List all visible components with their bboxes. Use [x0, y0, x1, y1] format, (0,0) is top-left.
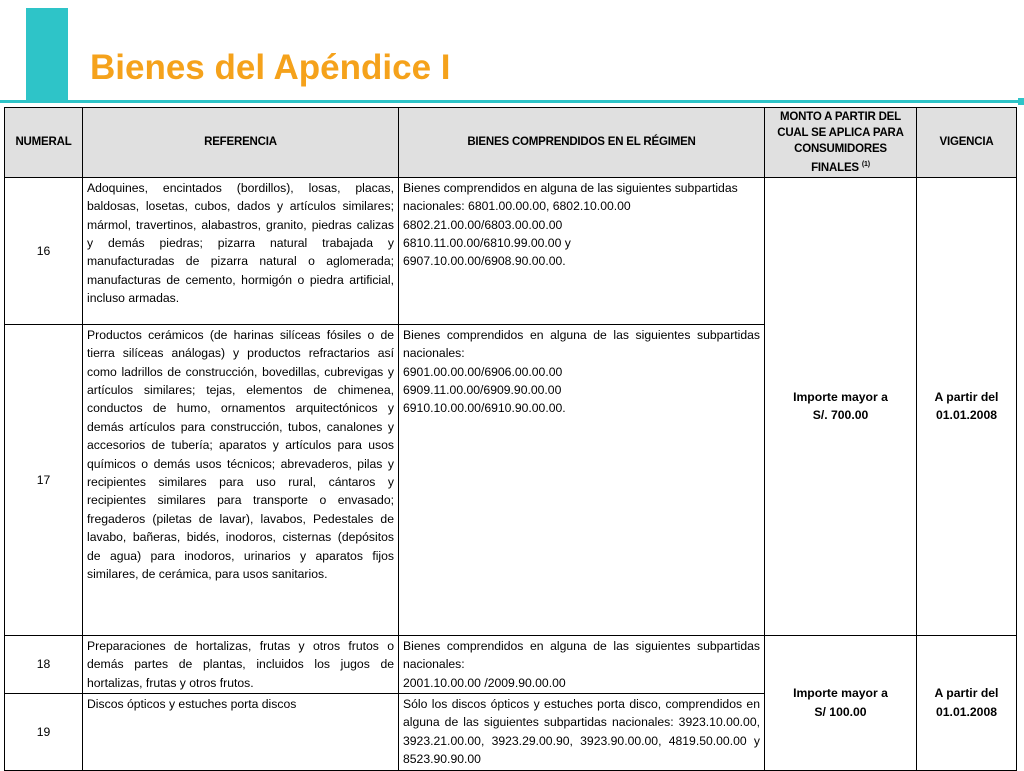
header-monto-text: MONTO A PARTIR DEL CUAL SE APLICA PARA CONSUMIDORES FINALES: [777, 111, 904, 174]
vigencia-line2: 01.01.2008: [936, 408, 997, 423]
header-referencia: REFERENCIA: [83, 108, 399, 178]
row-bienes-line: 6907.10.00.00/6908.90.00.00.: [403, 254, 566, 269]
row-bienes-intro: Bienes comprendidos en alguna de las siguientes subpartidas nacionales:: [403, 638, 760, 672]
table-row: [5, 635, 1017, 693]
row-numeral: 18: [5, 635, 83, 693]
table-header-row: [5, 108, 1017, 178]
row-bienes-line: 6810.11.00.00/6810.99.00.00 y: [403, 236, 571, 251]
row-numeral: 19: [5, 694, 83, 771]
vigencia-line2: 01.01.2008: [936, 704, 997, 719]
row-referencia: Productos cerámicos (de harinas silíceas fósiles o de tierra silíceas análogas) y productos refractarios así como ladrillos de construcción, bovedillas, cubrevigas y artículos similares; tejas, elementos de chimenea, conductos de humo, ornamentos arquitectónicos y demás artículos para construcción, tubos, canalones y accesorios de tubería; aparatos y artículos para usos químicos o demás usos técnicos; abrevaderos, pilas y recipientes similares para uso rural, cántaros y recipientes similares para transporte o envasado; fregaderos (piletas de lavar), lavabos, Pedestales de lavabo, bañeras, bidés, inodoros, cisternas (depósitos de agua) para inodoros, urinarios y aparatos fijos similares, de cerámica, para usos sanitarios.: [83, 324, 399, 635]
row-bienes: [399, 324, 765, 635]
header-bienes: BIENES COMPRENDIDOS EN EL RÉGIMEN: [399, 108, 765, 178]
header-vigencia: VIGENCIA: [917, 108, 1017, 178]
row-bienes-intro: Bienes comprendidos en alguna de las siguientes subpartidas nacionales:: [403, 327, 760, 361]
row-bienes: [399, 177, 765, 324]
divider-end-mark: [1018, 98, 1024, 105]
row-bienes-line: 6909.11.00.00/6909.90.00.00: [403, 383, 562, 398]
row-numeral: 16: [5, 177, 83, 324]
vigencia-cell-group-1: [917, 177, 1017, 635]
header-monto: [765, 108, 917, 178]
vigencia-line1: A partir del: [934, 686, 999, 701]
row-bienes-line: 6901.00.00.00/6906.00.00.00: [403, 364, 563, 379]
title-divider: [0, 100, 1024, 103]
monto-line2: S/ 100.00: [814, 704, 867, 719]
header-monto-footnote: (1): [861, 161, 870, 168]
vigencia-cell-group-2: [917, 635, 1017, 770]
monto-line2: S/. 700.00: [812, 408, 869, 423]
row-bienes-line: 6802.21.00.00/6803.00.00.00: [403, 217, 563, 232]
title-accent-bar: [26, 8, 68, 102]
monto-line1: Importe mayor a: [793, 389, 888, 404]
table-row: [5, 177, 1017, 324]
row-numeral: 17: [5, 324, 83, 635]
row-bienes-intro: Bienes comprendidos en alguna de las siguientes subpartidas nacionales: 6801.00.00.00, 6802.10.00.00: [403, 180, 738, 214]
monto-cell-group-2: [765, 635, 917, 770]
row-referencia: Preparaciones de hortalizas, frutas y otros frutos o demás partes de plantas, incluidos los jugos de hortalizas, frutas y otros frutos.: [83, 635, 399, 693]
header-numeral: NUMERAL: [5, 108, 83, 178]
row-bienes: [399, 635, 765, 693]
row-bienes-intro: Sólo los discos ópticos y estuches porta disco, comprendidos en alguna de las siguientes subpartidas nacionales: 3923.10.00.00, 3923.21.00.00, 3923.29.00.90, 3923.90.00.00, 4819.50.00.00 y 8523.90.90.00: [403, 697, 760, 767]
row-referencia: Discos ópticos y estuches porta discos: [83, 694, 399, 771]
monto-line1: Importe mayor a: [793, 686, 888, 701]
slide-title: Bienes del Apéndice I: [90, 48, 451, 87]
row-bienes: [399, 694, 765, 771]
appendix-table: [4, 107, 1017, 771]
row-bienes-line: 2001.10.00.00 /2009.90.00.00: [403, 675, 566, 690]
row-bienes-line: 6910.10.00.00/6910.90.00.00.: [403, 401, 566, 416]
row-referencia: Adoquines, encintados (bordillos), losas, placas, baldosas, losetas, cubos, dados y artículos similares; mármol, travertinos, alabastros, granito, piedras calizas y demás piedras; pizarra natural trabajada y manufacturadas de pizarra natural o aglomerada; manufacturas de cemento, hormigón o piedra artificial, incluso armadas.: [83, 177, 399, 324]
vigencia-line1: A partir del: [934, 389, 999, 404]
monto-cell-group-1: [765, 177, 917, 635]
